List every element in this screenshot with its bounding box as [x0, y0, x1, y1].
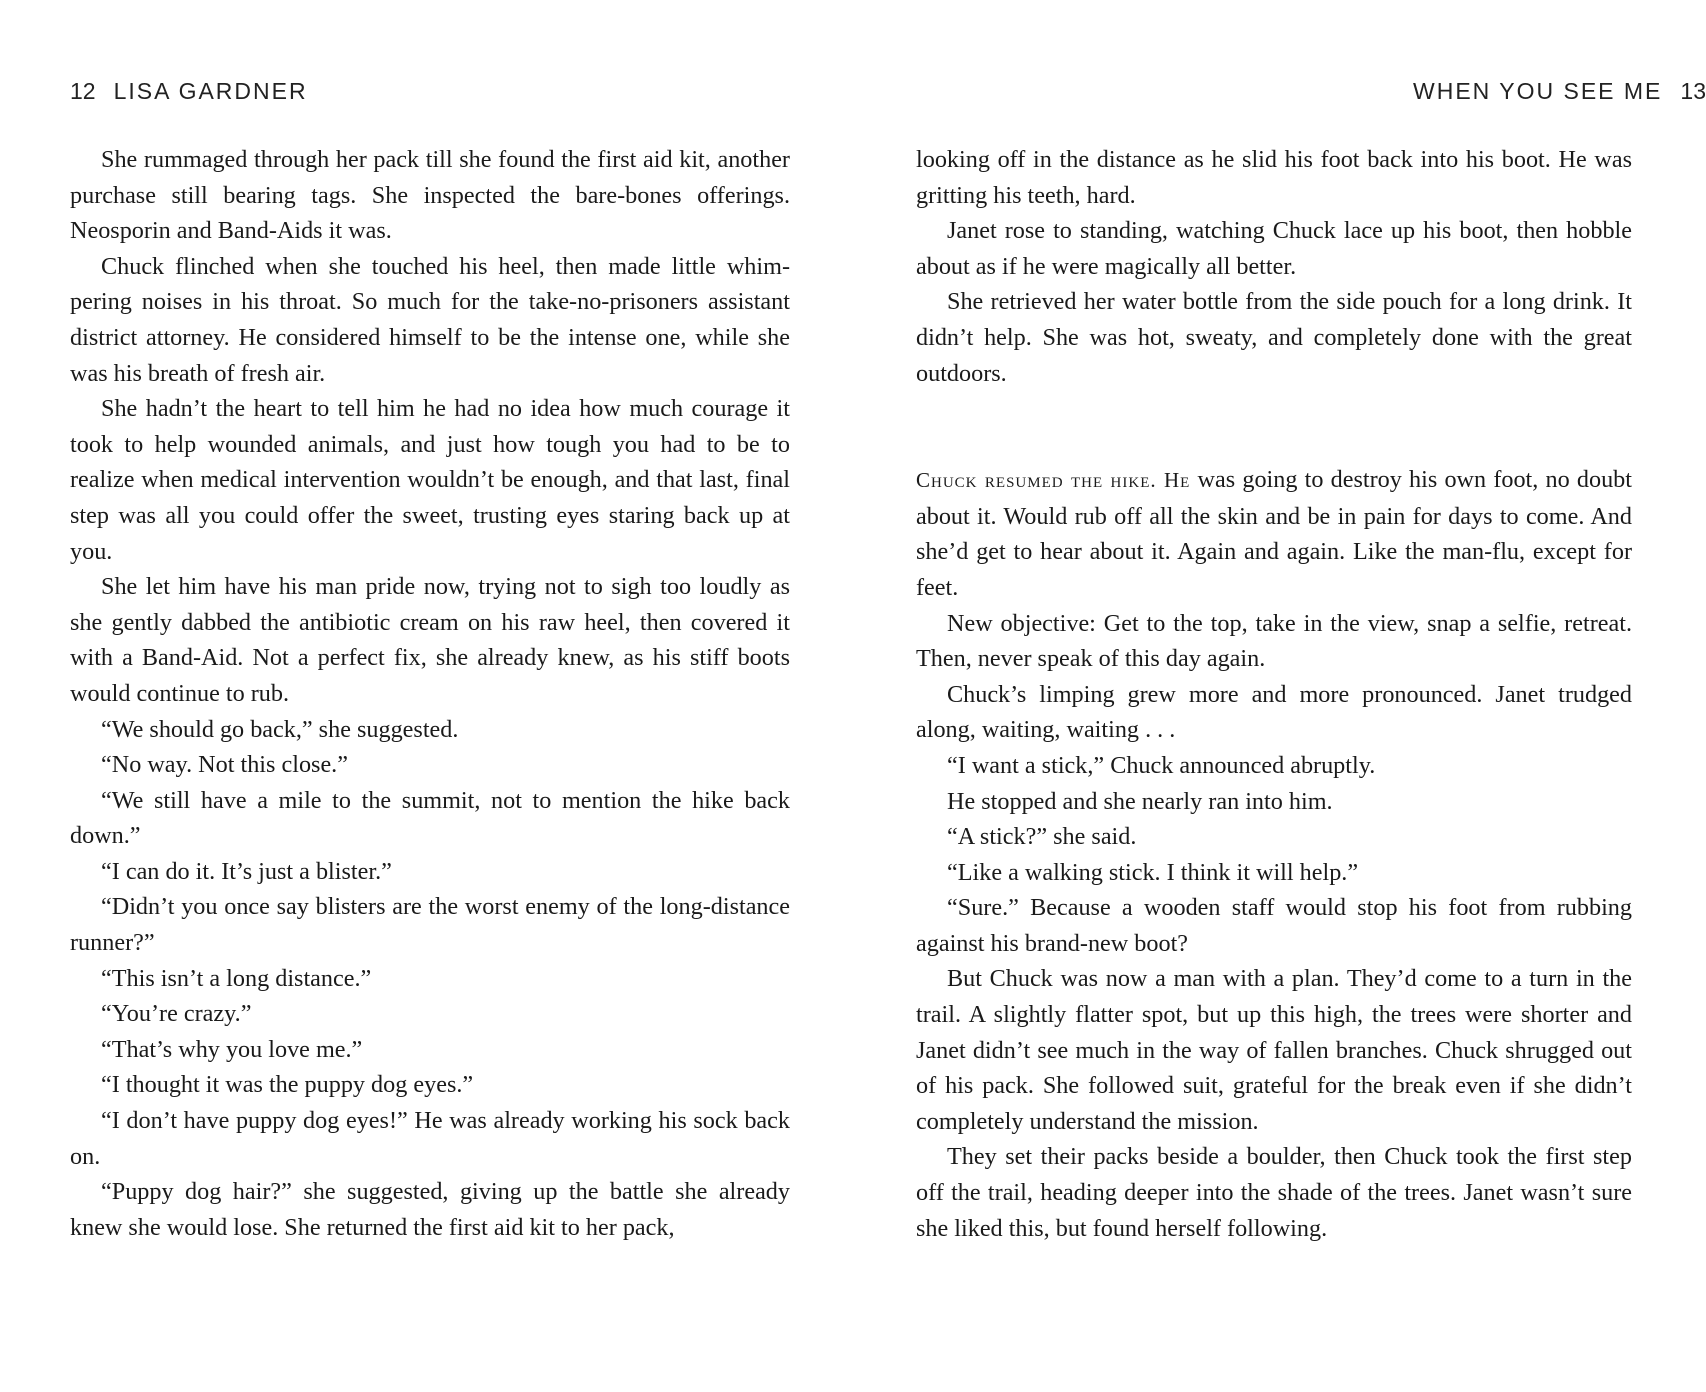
paragraph: “You’re crazy.” — [101, 1000, 252, 1028]
left-page — [70, 0, 860, 1392]
paragraph: Chuck’s limping grew more and more pronounced. Janet trudged along, waiting, waiting . . . — [916, 680, 1632, 744]
paragraph: “Sure.” Because a wooden staff would stop his foot from rubbing against his brand-new boot? — [916, 894, 1632, 957]
author-name: LISA GARDNER — [113, 78, 308, 104]
right-running-head — [1413, 78, 1706, 105]
paragraph: Chuck flinched when she touched his heel, then made little whimpering noises in his throat. So much for the take-no-prisoners assistant district attorney. He considered himself to be the intense one, while she was his breath of fresh air. — [70, 252, 790, 387]
continued-paragraph: looking off in the distance as he slid his foot back into his boot. He was gritting his teeth, hard. — [916, 146, 1632, 209]
section-opening-text: was going to destroy his own foot, no doubt about it. Would rub off all the skin and be in pain for days to come. And she’d get to hear about it. Again and again. Like the man-flu, except for feet. — [916, 466, 1632, 601]
paragraph: But Chuck was now a man with a plan. They’d come to a turn in the trail. A slightly flatter spot, but up this high, the trees were shorter and Janet didn’t see much in the way of fallen branches. Chuck shrugged out of his pack. She followed suit, grateful for the break even if she didn’t completely understand the mission. — [916, 965, 1632, 1135]
paragraph: “A stick?” she said. — [947, 823, 1137, 851]
paragraph: “I don’t have puppy dog eyes!” He was already working his sock back on. — [70, 1107, 790, 1170]
book-title: WHEN YOU SEE ME — [1413, 78, 1663, 104]
paragraph: “I can do it. It’s just a blister.” — [101, 857, 392, 885]
left-page-number: 12 — [70, 78, 96, 104]
paragraph: “We should go back,” she suggested. — [101, 715, 459, 743]
paragraph: She hadn’t the heart to tell him he had no idea how much courage it took to help wounded animals, and just how tough you had to be to realize when medical intervention wouldn’t be enough, and that last, final step was all you could offer the sweet, trusting eyes staring back up at you. — [70, 395, 790, 565]
paragraph: “Didn’t you once say blisters are the worst enemy of the long-distance runner?” — [70, 893, 790, 957]
paragraph: She retrieved her water bottle from the side pouch for a long drink. It didn’t help. She was hot, sweaty, and completely done with the great outdoors. — [916, 288, 1632, 387]
left-running-head — [70, 78, 308, 105]
paragraph: She rummaged through her pack till she found the first aid kit, another purchase still bearing tags. She inspected the bare-bones offerings. Neosporin and Band-Aids it was. — [70, 146, 790, 245]
paragraph: They set their packs beside a boulder, then Chuck took the first step off the trail, heading deeper into the shade of the trees. Janet wasn’t sure she liked this, but found herself following. — [916, 1143, 1632, 1242]
paragraph: She let him have his man pride now, trying not to sigh too loudly as she gently dabbed the antibiotic cream on his raw heel, then covered it with a Band-Aid. Not a perfect fix, she already knew, as his stiff boots would continue to rub. — [70, 573, 790, 707]
paragraph: New objective: Get to the top, take in the view, snap a selfie, retreat. Then, never speak of this day again. — [916, 609, 1632, 673]
paragraph: “I want a stick,” Chuck announced abruptly. — [947, 751, 1376, 779]
paragraph: “I thought it was the puppy dog eyes.” — [101, 1071, 474, 1099]
paragraph: “Puppy dog hair?” she suggested, giving up the battle she already knew she would lose. She returned the first aid kit to her pack, — [70, 1178, 790, 1241]
right-page — [916, 0, 1706, 1392]
section-opening-paragraph — [916, 462, 1632, 605]
paragraph: “Like a walking stick. I think it will help.” — [947, 858, 1359, 886]
paragraph: “No way. Not this close.” — [101, 751, 348, 779]
left-page-body — [70, 142, 790, 1245]
right-page-body — [916, 142, 1632, 1246]
section-lead-in: Chuck resumed the hike. He — [916, 468, 1191, 493]
paragraph: “That’s why you love me.” — [101, 1035, 363, 1063]
paragraph: “We still have a mile to the summit, not to mention the hike back down.” — [70, 786, 790, 850]
paragraph: “This isn’t a long distance.” — [101, 964, 372, 992]
paragraph: He stopped and she nearly ran into him. — [947, 787, 1333, 815]
paragraph: Janet rose to standing, watching Chuck lace up his boot, then hobble about as if he were magically all better. — [916, 217, 1632, 280]
right-page-number: 13 — [1680, 78, 1706, 104]
